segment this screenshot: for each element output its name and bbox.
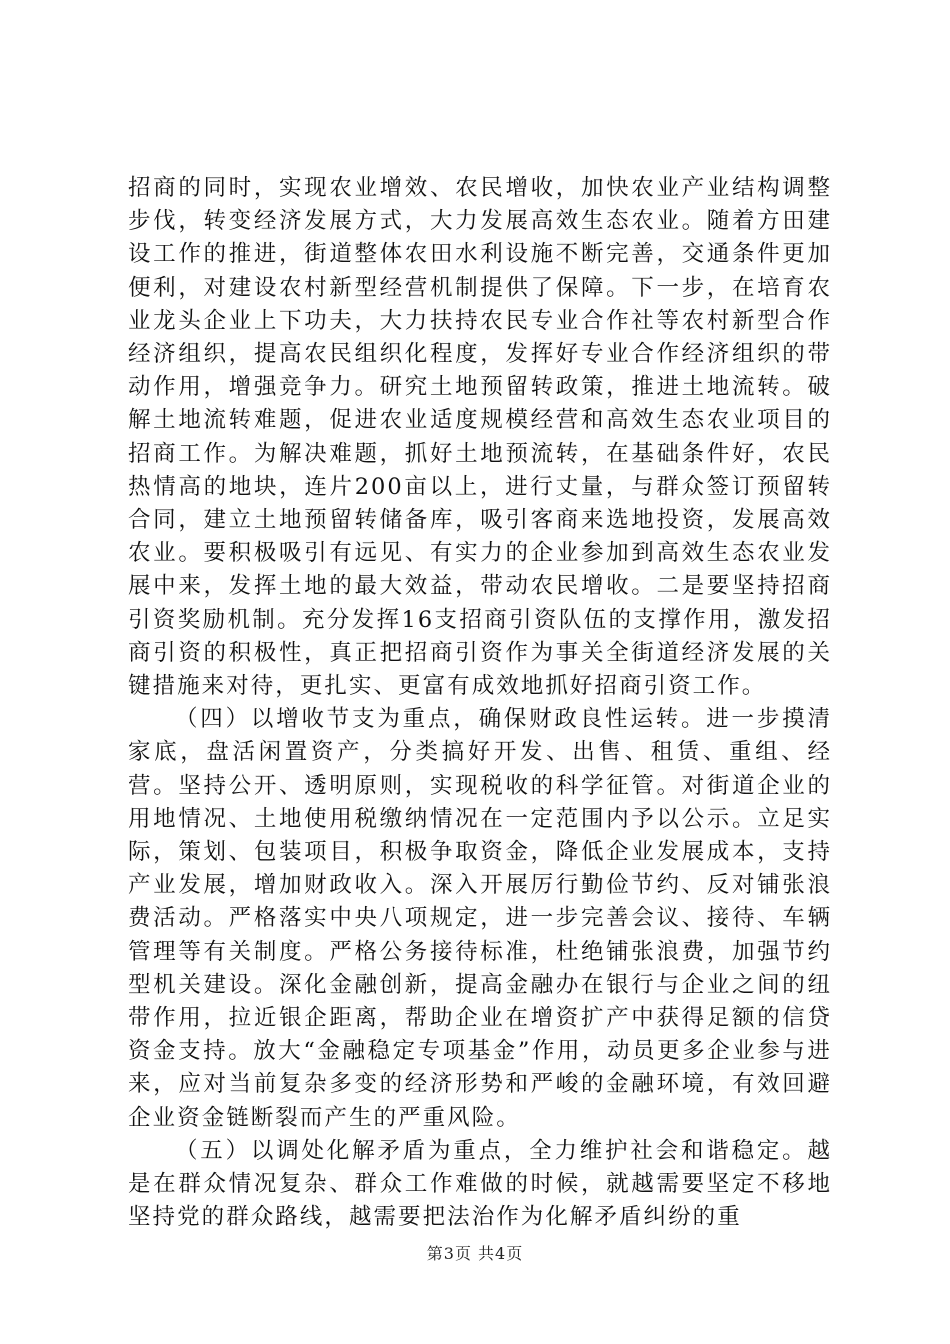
paragraph-fiscal-operation: （四）以增收节支为重点，确保财政良性运转。进一步摸清家底，盘活闲置资产，分类搞好开发、出售、租赁、重组、经营。坚持公开、透明原则，实现税收的科学征管。对街道企业的用地情况、土地使用税缴纳情况在一定范围内予以公示。立足实际，策划、包装项目，积极争取资金，降低企业发展成本，支持产业发展，增加财政收入。深入开展厉行勤俭节约、反对铺张浪费活动。严格落实中央八项规定，进一步完善会议、接待、车辆管理等有关制度。严格公务接待标准，杜绝铺张浪费，加强节约型机关建设。深化金融创新，提高金融办在银行与企业之间的纽带作用，拉近银企距离，帮助企业在增资扩产中获得足额的信贷资金支持。放大“金融稳定专项基金”作用，动员更多企业参与进来，应对当前复杂多变的经济形势和严峻的金融环境，有效回避企业资金链断裂而产生的严重风险。 — [128, 706, 832, 1131]
paragraph-agriculture-investment: 招商的同时，实现农业增效、农民增收，加快农业产业结构调整步伐，转变经济发展方式，大力发展高效生态农业。随着方田建设工作的推进，街道整体农田水利设施不断完善，交通条件更加便利，对建设农村新型经营机制提供了保障。下一步，在培育农业龙头企业上下功夫，大力扶持农民专业合作社等农村新型合作经济组织，提高农民组织化程度，发挥好专业合作经济组织的带动作用，增强竞争力。研究土地预留转政策，推进土地流转。破解土地流转难题，促进农业适度规模经营和高效生态农业项目的招商工作。为解决难题，抓好土地预流转，在基础条件好，农民热情高的地块，连片200亩以上，进行丈量，与群众签订预留转合同，建立土地预留转储备库，吸引客商来选地投资，发展高效农业。要积极吸引有远见、有实力的企业参加到高效生态农业发展中来，发挥土地的最大效益，带动农民增收。二是要坚持招商引资奖励机制。充分发挥16支招商引资队伍的支撑作用，激发招商引资的积极性，真正把招商引资作为事关全街道经济发展的关键措施来对待，更扎实、更富有成效地抓好招商引资工作。 — [128, 175, 832, 700]
document-body — [128, 172, 832, 1235]
paragraph-social-stability: （五）以调处化解矛盾为重点，全力维护社会和谐稳定。越是在群众情况复杂、群众工作难做的时候，就越需要坚定不移地坚持党的群众路线，越需要把法治作为化解矛盾纠纷的重 — [128, 1137, 832, 1231]
page-number-footer: 第3页 共4页 — [426, 1244, 524, 1263]
